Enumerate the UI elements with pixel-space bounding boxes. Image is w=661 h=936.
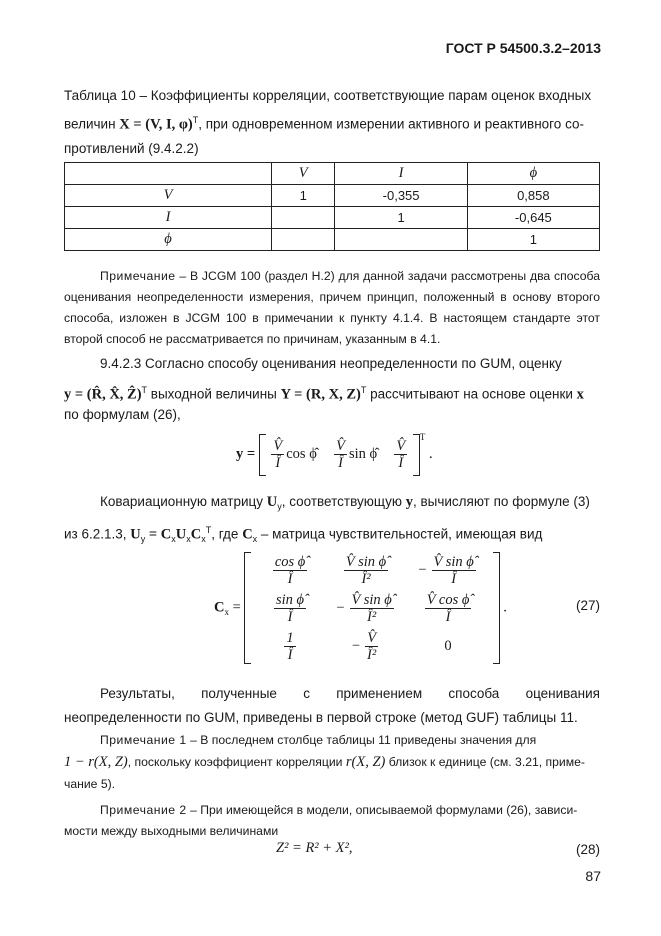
- matrix-cell: [407, 629, 489, 663]
- table-cell: [272, 207, 335, 229]
- fraction-denominator: Î: [445, 608, 451, 625]
- matrix-cell: [407, 553, 489, 587]
- matrix-cell-sign: −: [351, 637, 361, 654]
- matrix-fraction: [365, 630, 378, 663]
- matrix-cell: [325, 553, 407, 587]
- matrix-fraction: [274, 592, 306, 625]
- table-row: [65, 207, 600, 229]
- table-row-label: ϕ: [65, 229, 272, 251]
- covariance-paragraph-line2: из 6.2.1.3, $U_y = C_xU_xC_x^T$, где $C_x$ – матрица чувствительностей, имеющая вид: [64, 525, 543, 545]
- equation-number-28: (28): [575, 842, 600, 857]
- fraction-numerator: sin ϕ̂: [276, 591, 305, 608]
- document-code: ГОСТ Р 54500.3.2–2013: [445, 40, 601, 56]
- matrix-grid: [255, 553, 489, 663]
- note-main: [64, 266, 600, 350]
- fraction-denominator: Î²: [367, 608, 377, 625]
- equation-cx-matrix: $C_x$ = $\frac{\text{cos ϕ̂}}{Î}$ $\frac{\text{V̂ sin ϕ̂}}{\text{Î²}}$ − $\frac{\text{V̂ sin ϕ̂}}{Î}$ $\frac{\text{sin ϕ̂}}{Î}$ − $\frac{\text{V̂ sin ϕ̂}}{\text{Î²}}$ $\frac{\text{V̂ cos ϕ̂}}{Î}$ $\frac{1}{Î}$ − $\frac{V̂}{\text{Î²}}$ 0 .: [214, 553, 507, 663]
- matrix-cell: [255, 553, 325, 587]
- matrix-fraction: [344, 554, 388, 587]
- caption-formula-x: X = (V, I, φ): [119, 116, 193, 133]
- matrix-cell: [407, 591, 489, 625]
- matrix-fraction: [432, 554, 476, 587]
- note-text: – В JCGM 100 (раздел H.2) для данной задачи рассмотрены два способа оценивания неопределенности измерения, причем принцип, положенный в основу второго способа, изложен в JCGM 100 в примечании к пункту 4.1.4. В настоящем стандарте этот второй способ не рассматривается по причинам, указанным в 4.1.: [64, 269, 600, 346]
- fraction-numerator: V̂: [367, 629, 377, 646]
- matrix-cell: [255, 629, 325, 663]
- note-1-line3: чание 5).: [64, 777, 116, 791]
- table-header-cell: ϕ: [467, 163, 599, 185]
- formula-y-vector: y = (R̂, X̂, Ẑ): [64, 386, 142, 403]
- matrix-cell-sign: −: [336, 599, 345, 616]
- table-cell: [272, 229, 335, 251]
- note-label: Примечание: [100, 269, 176, 283]
- matrix-fraction: [284, 630, 295, 663]
- fraction-numerator: V̂ sin ϕ̂: [433, 553, 474, 570]
- correlation-table: [64, 162, 600, 251]
- table-row-label: I: [65, 207, 272, 229]
- fraction-numerator: V̂ sin ϕ̂: [345, 553, 387, 570]
- table-caption-line3: противлений (9.4.2.2): [64, 140, 199, 156]
- results-paragraph: Результаты, полученные с применением способа оценивания неопределенности по GUM, приведены в первой строке (метод GUF) таблицы 11.: [64, 686, 600, 725]
- fraction-numerator: V̂ cos ϕ̂: [426, 591, 470, 608]
- fraction-numerator: V̂ sin ϕ̂: [351, 591, 392, 608]
- matrix-cell-value: 0: [444, 637, 452, 654]
- fraction-denominator: Î: [287, 608, 293, 625]
- matrix-cell-sign: −: [418, 561, 427, 578]
- table-row: [65, 229, 600, 251]
- note-2-line1: Примечание 2 – При имеющейся в модели, описываемой формулами (26), зависи-: [100, 803, 578, 817]
- fraction-denominator: Î: [451, 570, 457, 587]
- equation-number-27: (27): [575, 598, 600, 613]
- fraction-denominator: Î: [287, 570, 293, 587]
- fraction-denominator: Î²: [361, 570, 371, 587]
- table-header-row: [65, 163, 600, 185]
- table-header-cell: [65, 163, 272, 185]
- matrix-cell: [325, 629, 407, 663]
- matrix-fraction: [350, 592, 394, 625]
- fraction-denominator: Î: [287, 646, 293, 663]
- table-caption-line1: Таблица 10 – Коэффициенты корреляции, соответствующие парам оценок входных: [64, 88, 592, 103]
- note-1-line1: Примечание 1 – В последнем столбце таблицы 11 приведены значения для: [100, 733, 537, 747]
- table-cell: 1: [335, 207, 467, 229]
- note-1-line2: 1 − r(X, Z), поскольку коэффициент корреляции r(X, Z) близок к единице (см. 3.21, приме-: [64, 754, 585, 770]
- table-row: [65, 185, 600, 207]
- equation-y: y = $\frac{V̂}{Î}$ cos ϕ̂ $\frac{V̂}{Î}$ sin ϕ̂ $\frac{V̂}{Î}$ $^T$ .: [236, 432, 433, 476]
- table-header-cell: V: [272, 163, 335, 185]
- fraction-numerator: cos ϕ̂: [274, 553, 306, 570]
- table-caption-line2: величин X = (V, I, φ)$^T$, при одновременном измерении активного и реактивного со-: [64, 115, 584, 133]
- note-2-line2: мости между выходными величинами: [64, 824, 279, 838]
- covariance-paragraph-line1: Ковариационную матрицу $U_y$, соответствующую y, вычисляют по формуле (3): [100, 494, 590, 512]
- formula-Y-vector: Y = (R, X, Z): [280, 386, 361, 403]
- table-cell: -0,355: [335, 185, 467, 207]
- paragraph-9-4-2-3: 9.4.2.3 Согласно способу оценивания неопределенности по GUM, оценку: [100, 356, 562, 371]
- table-row-label: V: [65, 185, 272, 207]
- table-header-cell: I: [335, 163, 467, 185]
- matrix-fraction: [273, 554, 307, 587]
- table-cell: [335, 229, 467, 251]
- matrix-cell: [255, 591, 325, 625]
- table-cell: 1: [467, 229, 599, 251]
- matrix-cell: [325, 591, 407, 625]
- paragraph-9-4-2-3-line3: по формулам (26),: [64, 407, 181, 422]
- paragraph-9-4-2-3-line2: y = (R̂, X̂, Ẑ)$^T$ выходной величины Y = (R, X, Z)$^T$ рассчитывают на основе оценки x: [64, 385, 584, 403]
- page-number: 87: [585, 868, 601, 884]
- table-cell: 0,858: [467, 185, 599, 207]
- fraction-denominator: Î²: [367, 646, 377, 663]
- equation-28: Z² = R² + X²,: [276, 840, 353, 856]
- table-cell: -0,645: [467, 207, 599, 229]
- table-cell: 1: [272, 185, 335, 207]
- fraction-numerator: 1: [286, 629, 294, 646]
- matrix-fraction: [425, 592, 472, 625]
- table-caption: [64, 84, 600, 161]
